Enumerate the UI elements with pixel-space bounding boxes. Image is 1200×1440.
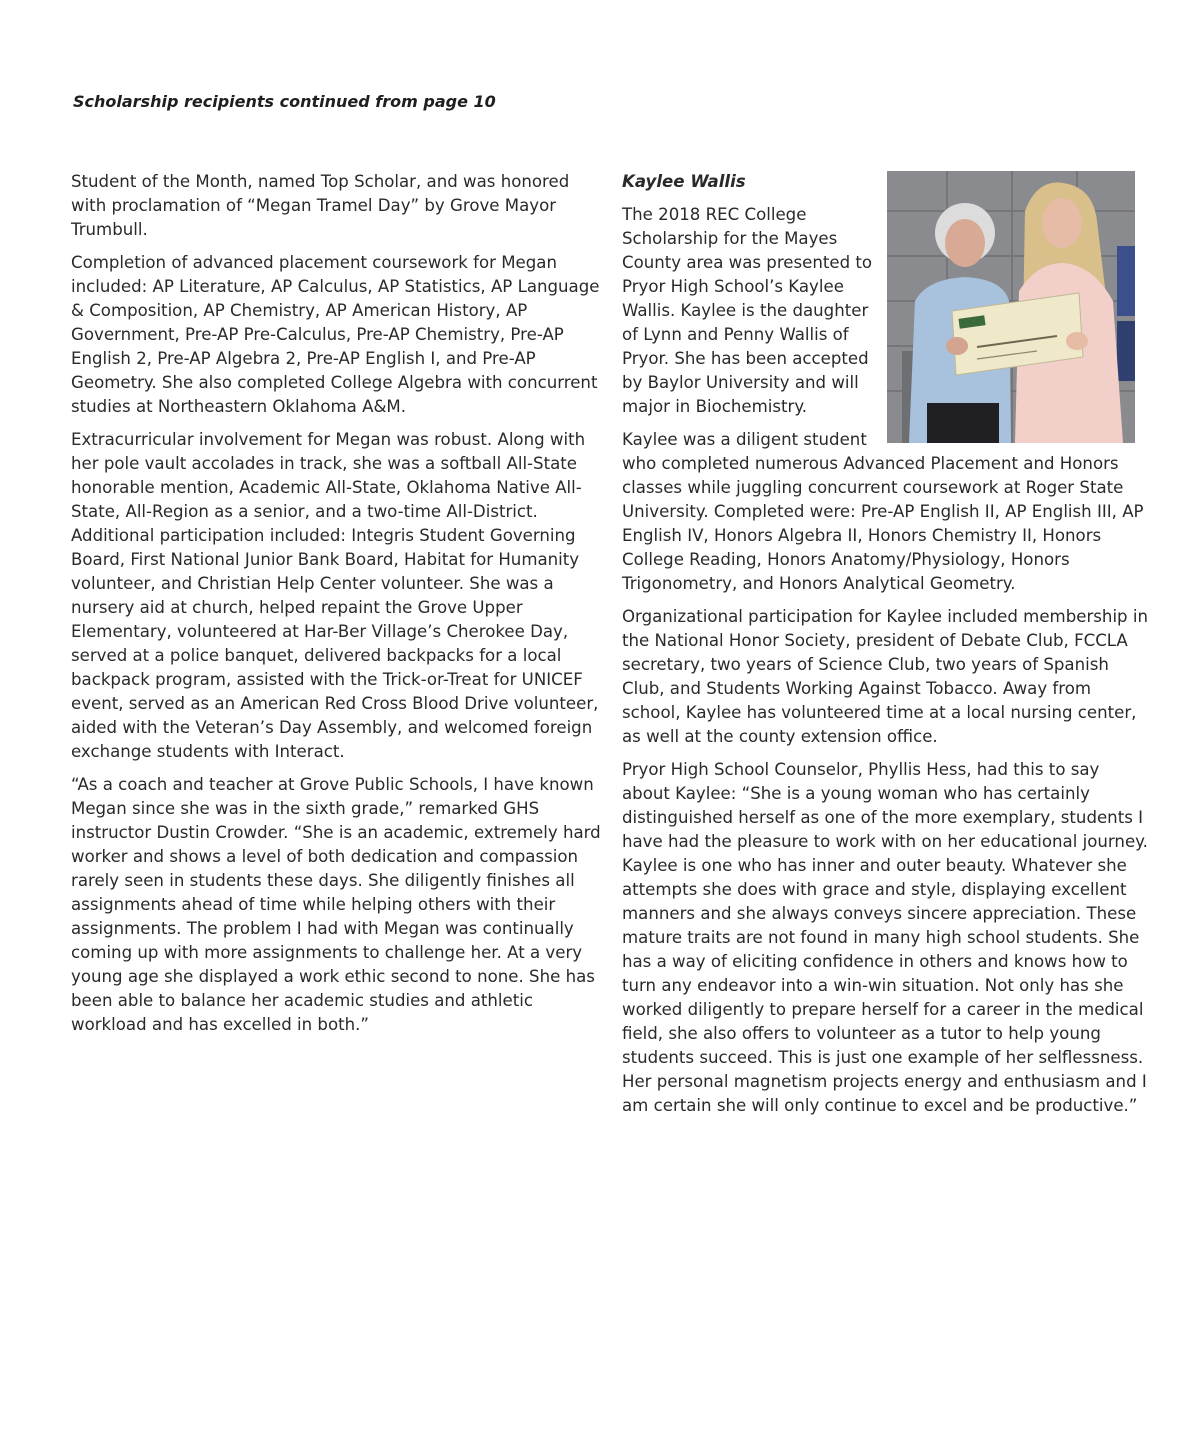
paragraph: Student of the Month, named Top Scholar, and was honored with proclamation of “Megan Tramel Day” by Grove Mayor Trumbull. <box>71 172 570 239</box>
right-column <box>622 170 1152 1127</box>
paragraph: The 2018 REC College Scholarship for the Mayes County area was presented to Pryor High School’s Kaylee Wallis. Kaylee is the daughter of Lynn and Penny Wallis of Pryor. She has been accepted by Baylor University and will major in Biochemistry. <box>622 205 873 416</box>
paragraph: Extracurricular involvement for Megan was robust. Along with her pole vault accolades in track, she was a softball All-State honorable mention, Academic All-State, Oklahoma Native All-State, All-Region as a senior, and a two-time All-District. Additional participation included: Integris Student Governing Board, First National Junior Bank Board, Habitat for Humanity volunteer, and Christian Help Center volunteer. She was a nursery aid at church, helped repaint the Grove Upper Elementary, volunteered at Har-Ber Village’s Cherokee Day, served at a police banquet, delivered backpacks for a local backpack program, assisted with the Trick-or-Treat for UNICEF event, served as an American Red Cross Blood Drive volunteer, aided with the Veteran’s Day Assembly, and welcomed foreign exchange students with Interact. <box>71 430 599 761</box>
paragraph: Completion of advanced placement coursework for Megan included: AP Literature, AP Calculus, AP Statistics, AP Language & Composition, AP Chemistry, AP American History, AP Government, Pre-AP Pre-Calculus, Pre-AP Chemistry, Pre-AP English 2, Pre-AP Algebra 2, Pre-AP English I, and Pre-AP Geometry. She also completed College Algebra with concurrent studies at Northeastern Oklahoma A&M. <box>71 253 600 416</box>
recipient-name: Kaylee Wallis <box>622 172 746 191</box>
photo-illustration <box>887 171 1135 443</box>
paragraph: Kaylee was a diligent student who completed numerous Advanced Placement and Honors classes while juggling concurrent coursework at Roger State University. Completed were: Pre-AP English II, AP English III, AP English IV, Honors Algebra II, Honors Chemistry II, Honors College Reading, Honors Anatomy/Physiology, Honors Trigonometry, and Honors Analytical Geometry. <box>622 430 1144 593</box>
scholarship-presentation-photo <box>887 171 1135 443</box>
paragraph: “As a coach and teacher at Grove Public Schools, I have known Megan since she was in the sixth grade,” remarked GHS instructor Dustin Crowder. “She is an academic, extremely hard worker and shows a level of both dedication and compassion rarely seen in students these days. She diligently finishes all assignments ahead of time while helping others with their assignments. The problem I had with Megan was continually coming up with more assignments to challenge her. At a very young age she displayed a work ethic second to none. She has been able to balance her academic studies and athletic workload and has excelled in both.” <box>71 775 601 1034</box>
paragraph: Pryor High School Counselor, Phyllis Hess, had this to say about Kaylee: “She is a young woman who has certainly distinguished herself as one of the more exemplary, students I have had the pleasure to work with on her educational journey. Kaylee is one who has inner and outer beauty. Whatever she attempts she does with grace and style, displaying excellent manners and she always conveys sincere appreciation. These mature traits are not found in many high school students. She has a way of eliciting confidence in others and knows how to turn any endeavor into a win-win situation. Not only has she worked diligently to prepare herself for a career in the medical field, she also offers to volunteer as a tutor to help young students succeed. This is just one example of her selflessness. Her personal magnetism projects energy and enthusiasm and I am certain she will only continue to excel and be productive.” <box>622 760 1148 1115</box>
continuation-kicker: Scholarship recipients continued from page 10 <box>73 92 496 111</box>
left-column <box>71 170 603 1046</box>
paragraph: Organizational participation for Kaylee included membership in the National Honor Society, president of Debate Club, FCCLA secretary, two years of Science Club, two years of Spanish Club, and Students Working Against Tobacco. Away from school, Kaylee has volunteered time at a local nursing center, as well at the county extension office. <box>622 607 1148 746</box>
